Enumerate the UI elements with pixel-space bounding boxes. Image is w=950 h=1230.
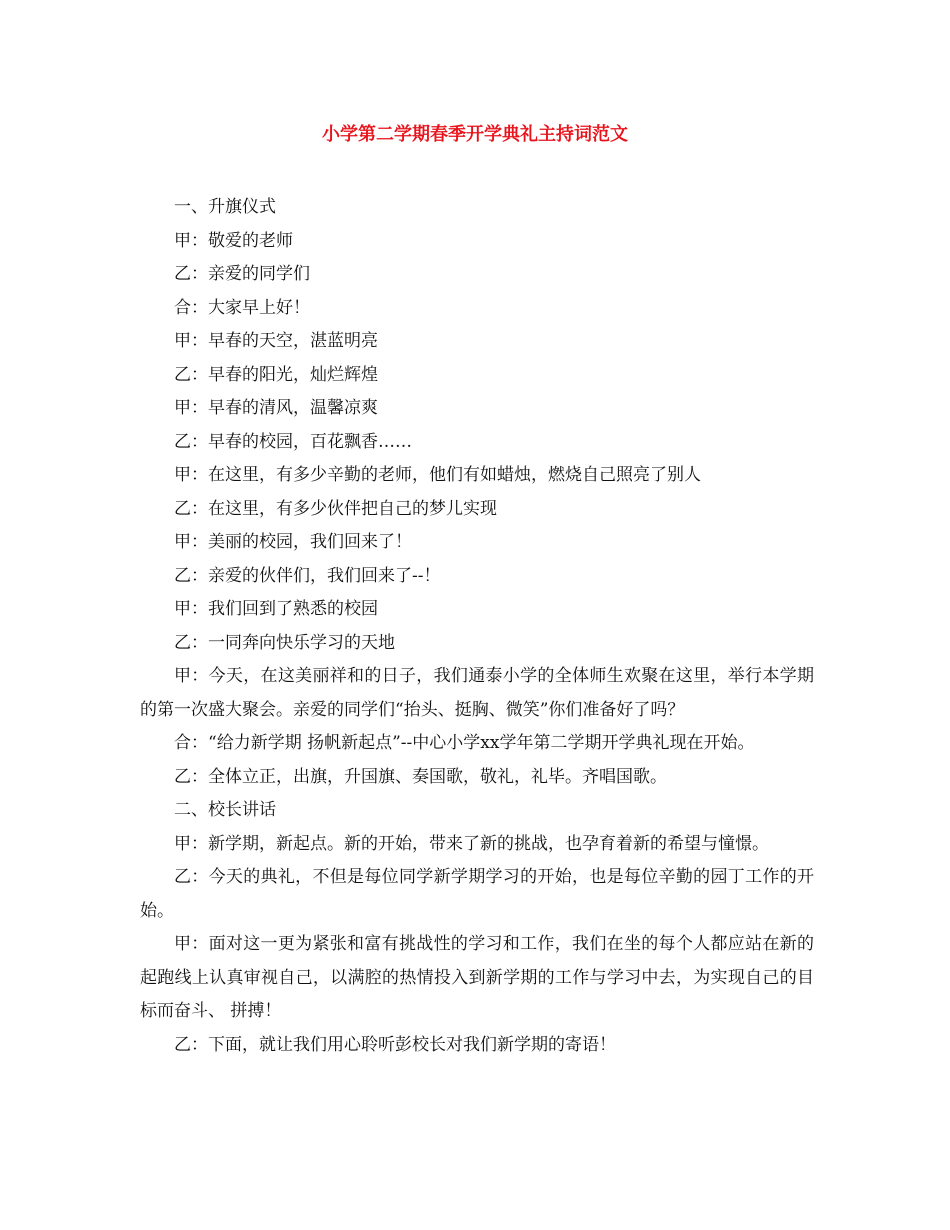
paragraph: 甲：面对这一更为紧张和富有挑战性的学习和工作，我们在坐的每个人都应站在新的起跑线上认真审视自己，以满腔的热情投入到新学期的工作与学习中去，为实现自己的目标而奋斗、 拼搏！ [140,934,814,1021]
paragraph: 合：“给力新学期 扬帆新起点”--中心小学xx学年第二学期开学典礼现在开始。 [174,733,755,753]
paragraph: 甲：今天，在这美丽祥和的日子，我们通泰小学的全体师生欢聚在这里，举行本学期的第一次盛大聚会。亲爱的同学们“抬头、挺胸、微笑”你们准备好了吗？ [140,666,814,720]
paragraph: 二、校长讲话 [174,800,276,820]
paragraph: 甲：早春的天空，湛蓝明亮 [174,331,378,351]
paragraph: 乙：全体立正，出旗，升国旗、奏国歌，敬礼，礼毕。齐唱国歌。 [174,766,667,787]
paragraph: 甲：早春的清风，温馨凉爽 [174,398,378,418]
paragraph: 一、升旗仪式 [174,197,276,217]
paragraph: 甲：美丽的校园，我们回来了！ [174,532,412,552]
paragraph: 甲：敬爱的老师 [174,230,293,251]
paragraph: 甲：我们回到了熟悉的校园 [174,599,378,619]
paragraph: 乙：亲爱的伙伴们，我们回来了--！ [174,565,441,586]
paragraph: 乙：早春的校园，百花飘香…… [174,431,412,452]
paragraph: 甲：在这里，有多少辛勤的老师，他们有如蜡烛，燃烧自己照亮了别人 [174,465,701,485]
paragraph: 乙：今天的典礼，不但是每位同学新学期学习的开始，也是每位辛勤的园丁工作的开始。 [140,867,814,921]
paragraph: 合：大家早上好！ [174,297,310,318]
paragraph: 乙：在这里，有多少伙伴把自己的梦儿实现 [174,498,497,519]
paragraph: 乙：亲爱的同学们 [174,264,310,284]
document-title: 小学第二学期春季开学典礼主持词范文 [322,124,628,145]
document-body [140,191,814,1062]
paragraph: 乙：早春的阳光，灿烂辉煌 [174,364,378,385]
paragraph: 甲：新学期，新起点。新的开始，带来了新的挑战，也孕育着新的希望与憧憬。 [174,833,769,854]
paragraph: 乙：一同奔向快乐学习的天地 [174,632,395,653]
paragraph: 乙：下面，就让我们用心聆听彭校长对我们新学期的寄语！ [174,1034,616,1055]
